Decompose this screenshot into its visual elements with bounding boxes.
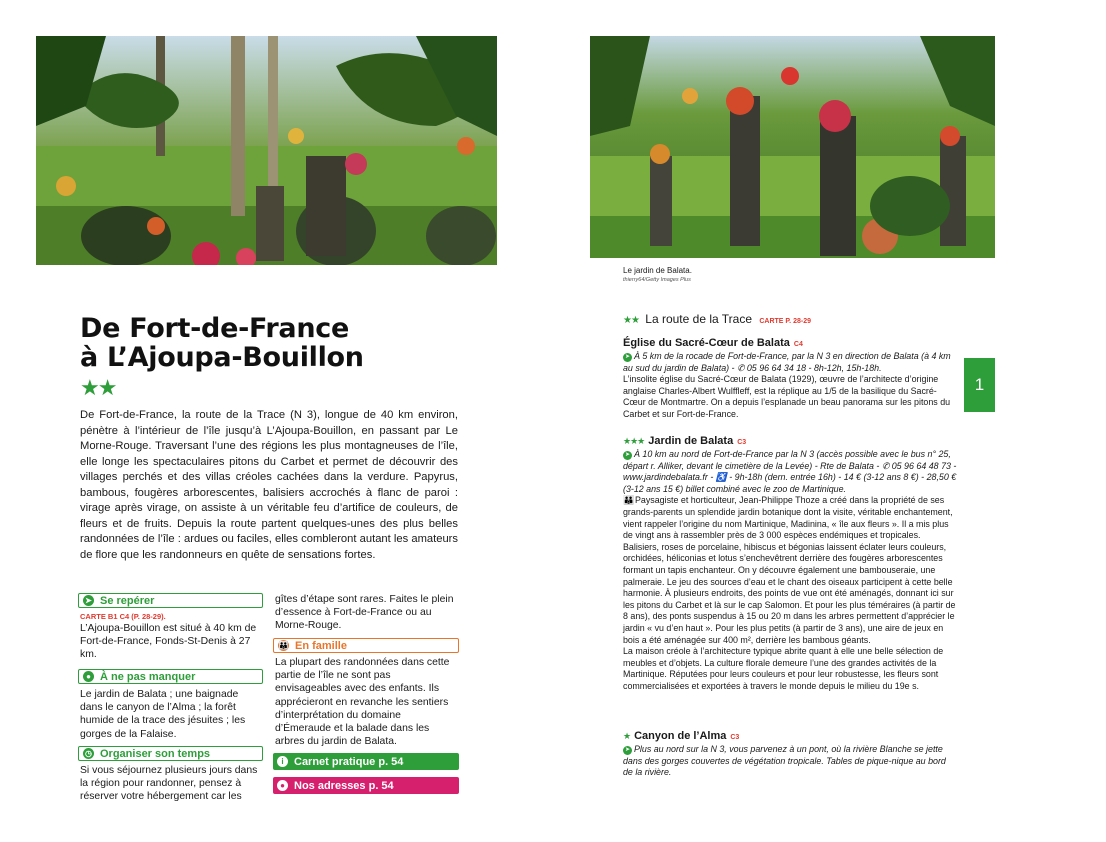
canyon-stars: ★ [623,731,631,741]
arrow-icon: ➤ [83,595,94,606]
canyon-title [623,730,739,742]
info-icon: i [277,756,288,767]
se-reperer-label: Se repérer [100,594,155,607]
arrow-icon: ➤ [624,354,631,360]
title-rating-stars: ★★ [80,375,116,400]
clock-icon: ◷ [83,748,94,759]
en-famille-header [273,638,459,653]
eglise-title-text: Église du Sacré-Cœur de Balata [623,337,790,349]
se-reperer-text: L’Ajoupa-Bouillon est situé à 40 km de Fort-de-France, Fonds-St-Denis à 27 km. [80,623,257,661]
location-pin-icon: ● [277,780,288,791]
jardin-title-text: Jardin de Balata [648,435,734,447]
eglise-access: À 5 km de la rocade de Fort-de-France, par la N 3 en direction de Balata (à 4 km au sud du jardin de Balata) - ✆ 05 96 64 34 18 - 8h-12h, 15h-18h. [623,351,951,373]
organiser-text: Si vous séjournez plusieurs jours dans la région pour randonner, pensez à réserver votre hébergement car les [80,765,258,803]
nos-adresses-label: Nos adresses p. 54 [294,779,394,792]
jardin-access: À 10 km au nord de Fort-de-France par la N 3 (accès possible avec le bus n° 25, départ r. Alliker, devant le cimetière de la Levée) - Rte de Balata - ✆ 05 96 64 48 73 - www.jardindebalata.fr - ♿ - 9h-18h (dern. entrée 16h) - 14 € (3-12 ans 8 €) - 28,50 € (3-12 ans 15 €) billet combiné avec le zoo de Martinique. [623,449,957,494]
page-title [80,314,460,372]
se-reperer-header [78,593,263,608]
carnet-pratique-label: Carnet pratique p. 54 [294,755,404,768]
section-title [623,312,811,326]
arrow-icon: ➤ [624,452,631,458]
a-ne-pas-manquer-text: Le jardin de Balata ; une baignade dans le canyon de l’Alma ; la forêt humide de la trace des jésuites ; les gorges de la Falaise. [80,689,246,740]
a-ne-pas-manquer-label: À ne pas manquer [100,670,196,683]
eglise-text: L’insolite église du Sacré-Cœur de Balata (1929), œuvre de l’architecte d’origine anglaise Charles-Albert Wulffleff, est la réplique au 1/5 de la basilique du Sacré-Cœur de Montmartre. On a depuis l’esplanade un beau panorama sur les pitons du Carbet et sur Fort-de-France. [623,374,951,419]
chapter-tab[interactable]: 1 [964,358,995,412]
en-famille-label: En famille [295,639,347,652]
canyon-access: Plus au nord sur la N 3, vous parvenez à un pont, où la rivière Blanche se jette dans des gorges couvertes de végétation tropicale. Tables de pique-nique au bord de la rivière. [623,744,946,778]
canyon-ref: C3 [730,734,740,741]
jardin-title [623,435,746,447]
en-famille-text: La plupart des randonnées dans cette partie de l’île ne sont pas envisageables avec des enfants. Ils apprécieront en revanche les sentiers d’interprétation du domaine d’Émeraude et la balade dans les arbres du jardin de Balata. [275,657,450,748]
title-line-1: De Fort-de-France [80,313,349,344]
photo-credit: thierry64/Getty Images Plus [623,277,691,283]
jardin-ref: C3 [737,439,747,446]
a-ne-pas-manquer-header [78,669,263,684]
section-stars: ★★ [623,315,639,326]
title-line-2: à L’Ajoupa-Bouillon [80,342,364,373]
canyon-body [623,744,958,779]
se-reperer-map-ref: CARTE B1 C4 (P. 28-29). [80,612,166,621]
se-reperer-body [80,611,260,662]
photo-caption: Le jardin de Balata. [623,266,692,275]
family-icon: 👪 [278,641,289,650]
organiser-header [78,746,263,761]
garden-photo-left [36,36,497,265]
garden-photo-right [590,36,995,258]
arrow-icon: ➤ [624,747,631,753]
jardin-body [623,449,958,692]
eye-icon: ● [83,671,94,682]
eglise-body [623,351,958,421]
carnet-pratique-banner[interactable] [273,753,459,770]
eglise-title [623,337,803,349]
eglise-ref: C4 [793,341,803,348]
col2-continuation-text: gîtes d’étape sont rares. Faites le plein d’essence à Fort-de-France ou au Morne-Rouge. [275,594,454,632]
family-icon: 👪 [623,495,635,506]
section-title-text: La route de la Trace [645,312,753,326]
jardin-stars: ★★★ [623,436,645,446]
nos-adresses-banner[interactable] [273,777,459,794]
jardin-text-1: Paysagiste et horticulteur, Jean-Philippe Thoze a créé dans la propriété de ses grands-parents un splendide jardin botanique dont la visite, véritable enchantement, vient rappeler l’origine du nom Martinique, Madinina, « île aux fleurs ». Il a mis plus de vingt ans à rassembler près de 3 000 espèces endémiques et tropicales. Balisiers, roses de porcelaine, hibiscus et bégonias laissent éclater leurs couleurs, orchidées, héliconias et lotus s’enchevêtrent derrière des fougères arborescentes formant un tapis enchanteur. On y découvre également une bambouseraie, une palmeraie. Le jeu des sources d’eau et le chant des oiseaux participent à cette belle harmonie. À plusieurs endroits, des points de vue ont été aménagés, donnant ici sur les pitons du Carbet et là sur le cap Salomon. Et pour les plus téméraires (à partir de 8 ans), des ponts suspendus à 15 ou 20 m dans les arbres permettent d’apprécier le jardin « vu d’en haut ». Pour les plus petits (à partir de 3 ans), une aire de jeux en bois a été aménagée sur 400 m², derrière les bambous géants. [623,495,956,645]
jardin-text-2: La maison créole à l’architecture typique abrite quant à elle une belle sélection de meubles et d’objets. La culture florale demeure l’une des grandes activités de la Martinique. Réputées pour leurs couleurs et pour leur robustesse, les fleurs sont commercialisées et exportées à travers le monde depuis le milieu du 19e s. [623,646,944,691]
canyon-title-text: Canyon de l’Alma [634,730,727,742]
organiser-label: Organiser son temps [100,747,211,760]
intro-paragraph: De Fort-de-France, la route de la Trace (N 3), longue de 40 km environ, pénètre à l’intérieur de l’île jusqu’à L’Ajoupa-Bouillon, en passant par Le Morne-Rouge. Traversant l’une des régions les plus montagneuses de l’île, elle longe les spectaculaires pitons du Carbet et permet de découvrir des villages perchés et des villas créoles cachées dans la verdure. Papyrus, bambous, fougères arborescentes, balisiers accrochés à flanc de paroi : virage après virage, on assiste à un véritable feu d’artifice de couleurs, de fleurs et de fruits. Depuis la route partent quelques-unes des plus belles randonnées de l’île : ardues ou faciles, elles combleront autant les amateurs de flore que les randonneurs en quête de sensations fortes. [80,409,458,561]
section-map-ref: CARTE P. 28-29 [759,318,811,325]
